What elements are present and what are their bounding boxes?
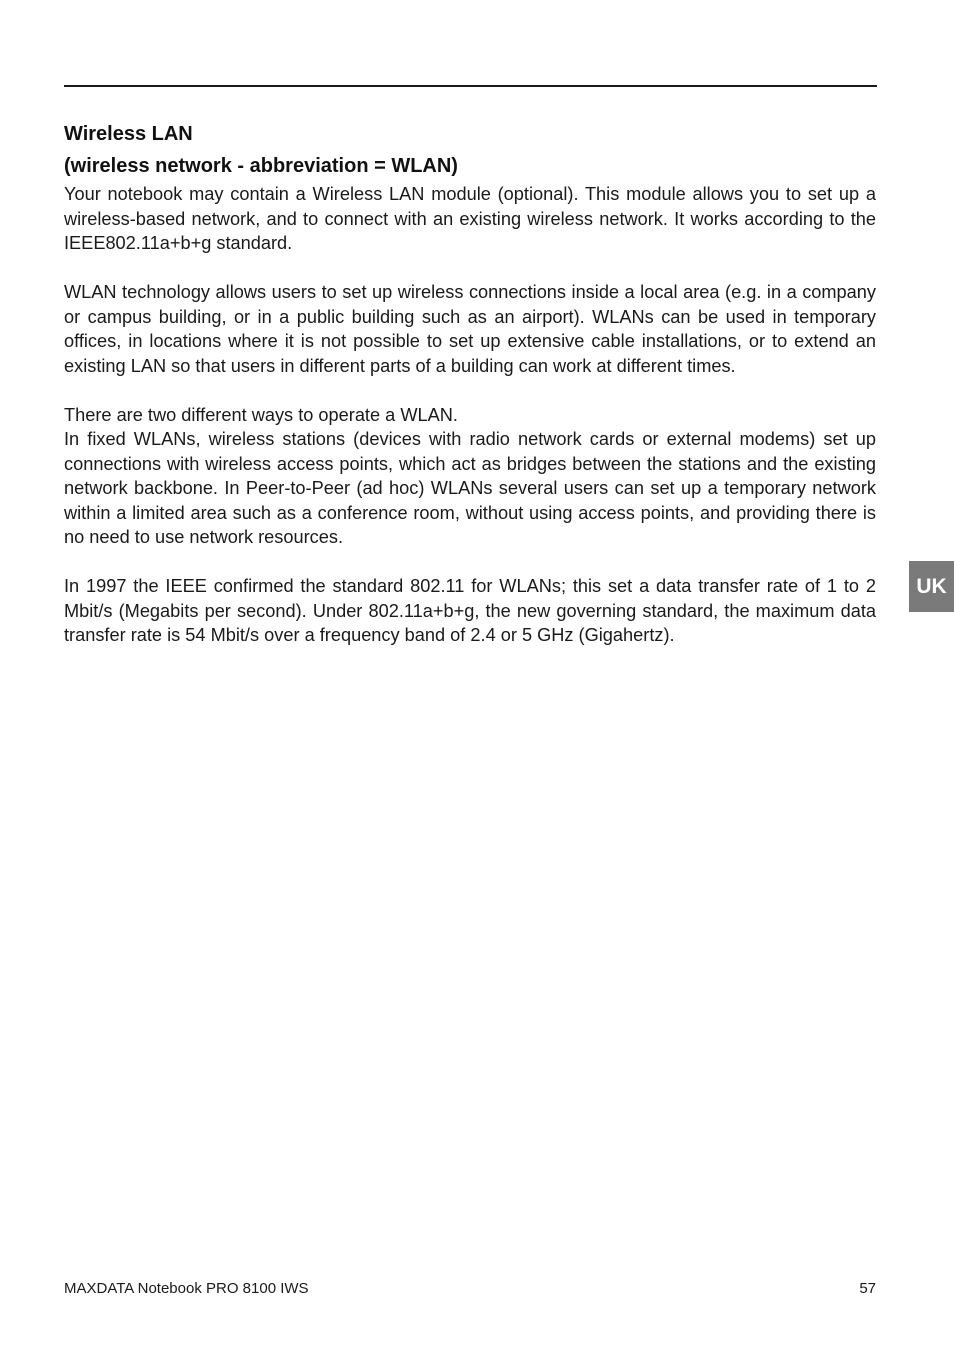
page-content [64, 118, 876, 672]
footer-page-number: 57 [859, 1280, 876, 1297]
paragraph-standard: In 1997 the IEEE confirmed the standard 802.11 for WLANs; this set a data transfer rate of 1 to 2 Mbit/s (Megabits per second). Under 802.11a+b+g, the new governing standard, the maximum data transfer rate is 54 Mbit/s over a frequency band of 2.4 or 5 GHz (Gigahertz). [64, 576, 876, 645]
section-title-line1: Wireless LAN [64, 123, 193, 145]
language-tab: UK [909, 561, 954, 612]
footer-product: MAXDATA Notebook PRO 8100 IWS [64, 1280, 309, 1297]
paragraph-ways: There are two different ways to operate a WLAN. [64, 404, 458, 425]
header-rule [64, 85, 877, 87]
section-title-line2: (wireless network - abbreviation = WLAN) [64, 155, 458, 177]
paragraph-intro: Your notebook may contain a Wireless LAN module (optional). This module allows you to set up a wireless-based network, and to connect with an existing wireless network. It works according to the IEEE802.11a+b+g standard. [64, 184, 876, 253]
paragraph-fixed-adhoc: In fixed WLANs, wireless stations (devices with radio network cards or external modems) set up connections with wireless access points, which act as bridges between the stations and the existing network backbone. In Peer-to-Peer (ad hoc) WLANs several users can set up a temporary network within a limited area such as a conference room, without using access points, and providing there is no need to use network resources. [64, 429, 876, 547]
section-title [64, 118, 876, 182]
paragraph-technology: WLAN technology allows users to set up wireless connections inside a local area (e.g. in a company or campus building, or in a public building such as an airport). WLANs can be used in temporary offices, in locations where it is not possible to set up extensive cable installations, or to extend an existing LAN so that users in different parts of a building can work at different times. [64, 282, 876, 376]
